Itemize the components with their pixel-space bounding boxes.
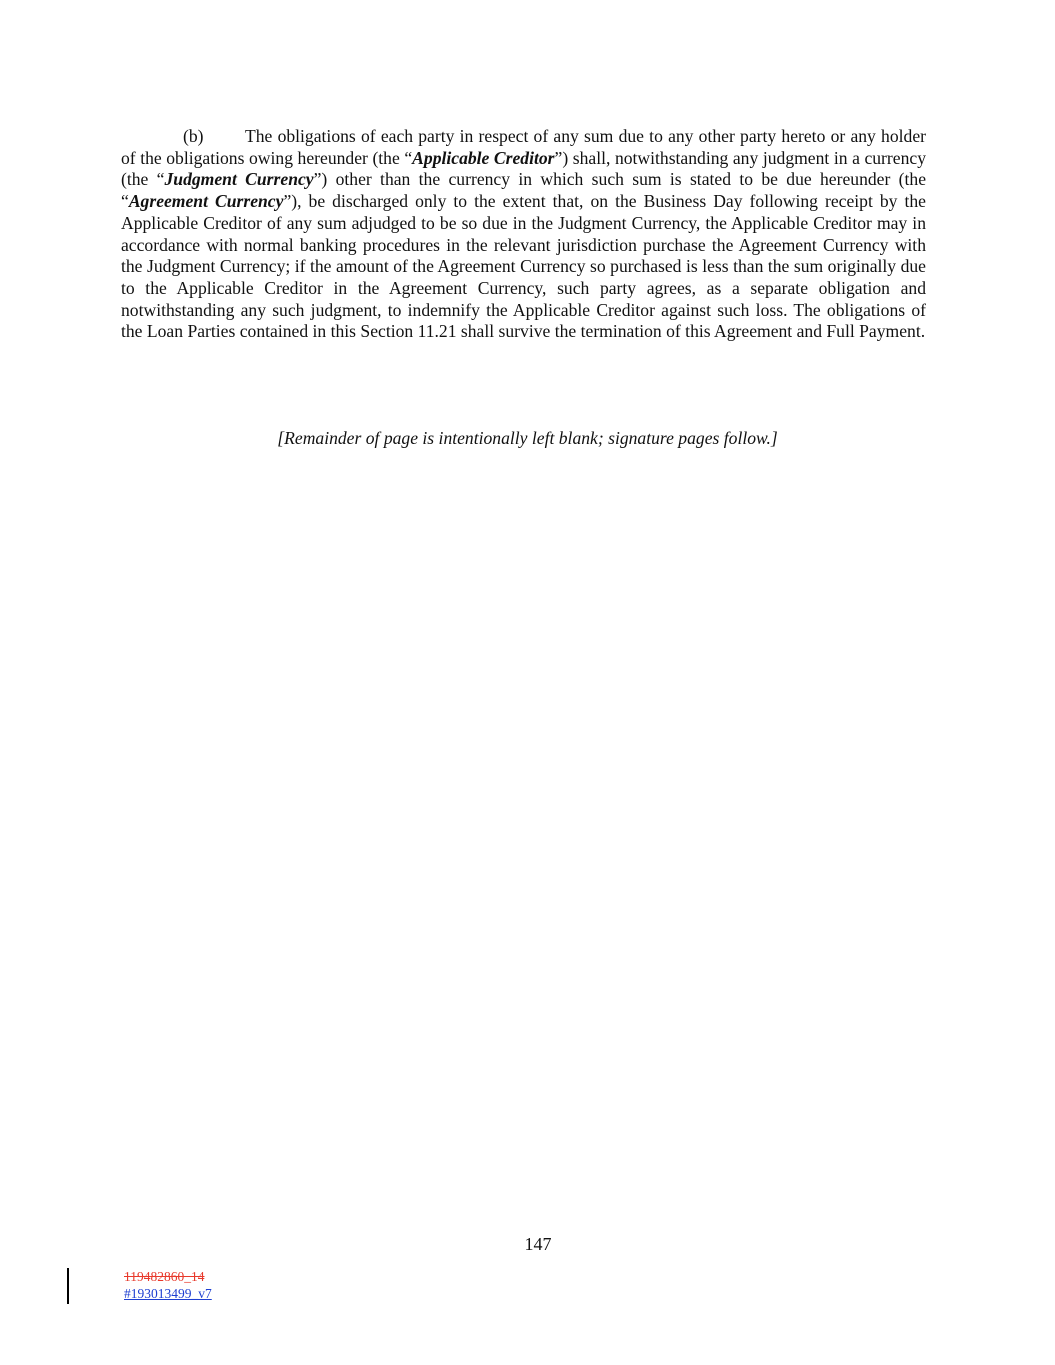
doc-id-deleted: 119482860_14 xyxy=(124,1269,205,1284)
paragraph-label: (b) xyxy=(183,126,204,146)
body-paragraph-b xyxy=(121,126,926,343)
paragraph-text-1: The obligations of each party in respect of any sum due to any other party hereto or any holder of the obligations owing hereunder (the “ xyxy=(121,126,926,168)
paragraph-text-2: ”) shall, notwithstanding any judgment in a currency (the “ xyxy=(121,147,926,190)
doc-id-inserted[interactable]: #193013499_v7 xyxy=(124,1286,212,1301)
remainder-note: [Remainder of page is intentionally left blank; signature pages follow.] xyxy=(277,428,778,448)
revision-change-bar xyxy=(67,1268,69,1304)
defined-term-judgment-currency: Judgment Currency xyxy=(164,169,314,190)
defined-term-applicable-creditor: Applicable Creditor xyxy=(412,147,555,168)
paragraph-text-4: ”), be discharged only to the extent that, on the Business Day following receipt by the Applicable Creditor of any sum adjudged to be so due in the Judgment Currency, the Applicable Creditor may in accordance with normal banking procedures in the relevant jurisdiction purchase the Agreement Currency with the Judgment Currency; if the amount of the Agreement Currency so purchased is less than the sum originally due to the Applicable Creditor in the Agreement Currency, such party agrees, as a separate obligation and notwithstanding any such judgment, to indemnify the Applicable Creditor against such loss. The obligations of the Loan Parties contained in this Section 11.21 shall survive the termination of this Agreement and Full Payment. xyxy=(121,191,926,342)
paragraph-text-3: ”) other than the currency in which such sum is stated to be due hereunder (the “ xyxy=(121,169,927,212)
defined-term-agreement-currency: Agreement Currency xyxy=(128,191,284,212)
page-number: 147 xyxy=(524,1234,552,1254)
